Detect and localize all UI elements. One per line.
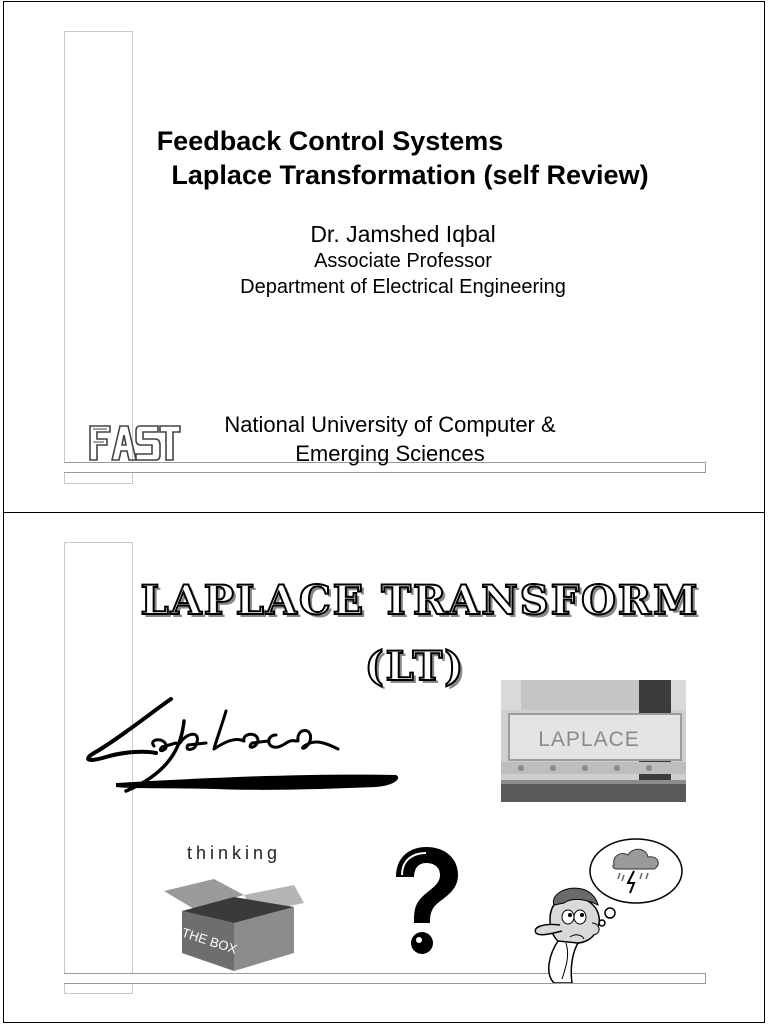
author-department: Department of Electrical Engineering xyxy=(240,276,566,298)
title-line-1: Feedback Control Systems xyxy=(156,126,504,156)
slide-title xyxy=(4,124,765,192)
thinking-outside-box-image xyxy=(154,833,314,973)
author-role: Associate Professor xyxy=(314,250,492,272)
engraving-text: LAPLACE xyxy=(538,728,640,751)
author-name: Dr. Jamshed Iqbal xyxy=(310,221,496,247)
slide-1 xyxy=(3,1,765,513)
fast-logo xyxy=(86,420,182,466)
thinking-person-image xyxy=(526,833,686,983)
title-line-2: Laplace Transformation (self Review) xyxy=(171,160,649,190)
laplace-signature-image xyxy=(76,691,406,801)
slide-2 xyxy=(3,512,765,1023)
slide-title-line-2: (LT) xyxy=(364,643,466,690)
slide-title-line-1: LAPLACE TRANSFORM xyxy=(140,577,700,624)
laplace-engraving-image xyxy=(501,680,686,802)
university-line-1: National University of Computer & xyxy=(224,412,556,437)
university-line-2: Emerging Sciences xyxy=(295,441,485,466)
box-text: THE BOX xyxy=(179,924,239,957)
question-mark-icon xyxy=(382,845,462,960)
thinking-text: thinking xyxy=(186,843,282,863)
